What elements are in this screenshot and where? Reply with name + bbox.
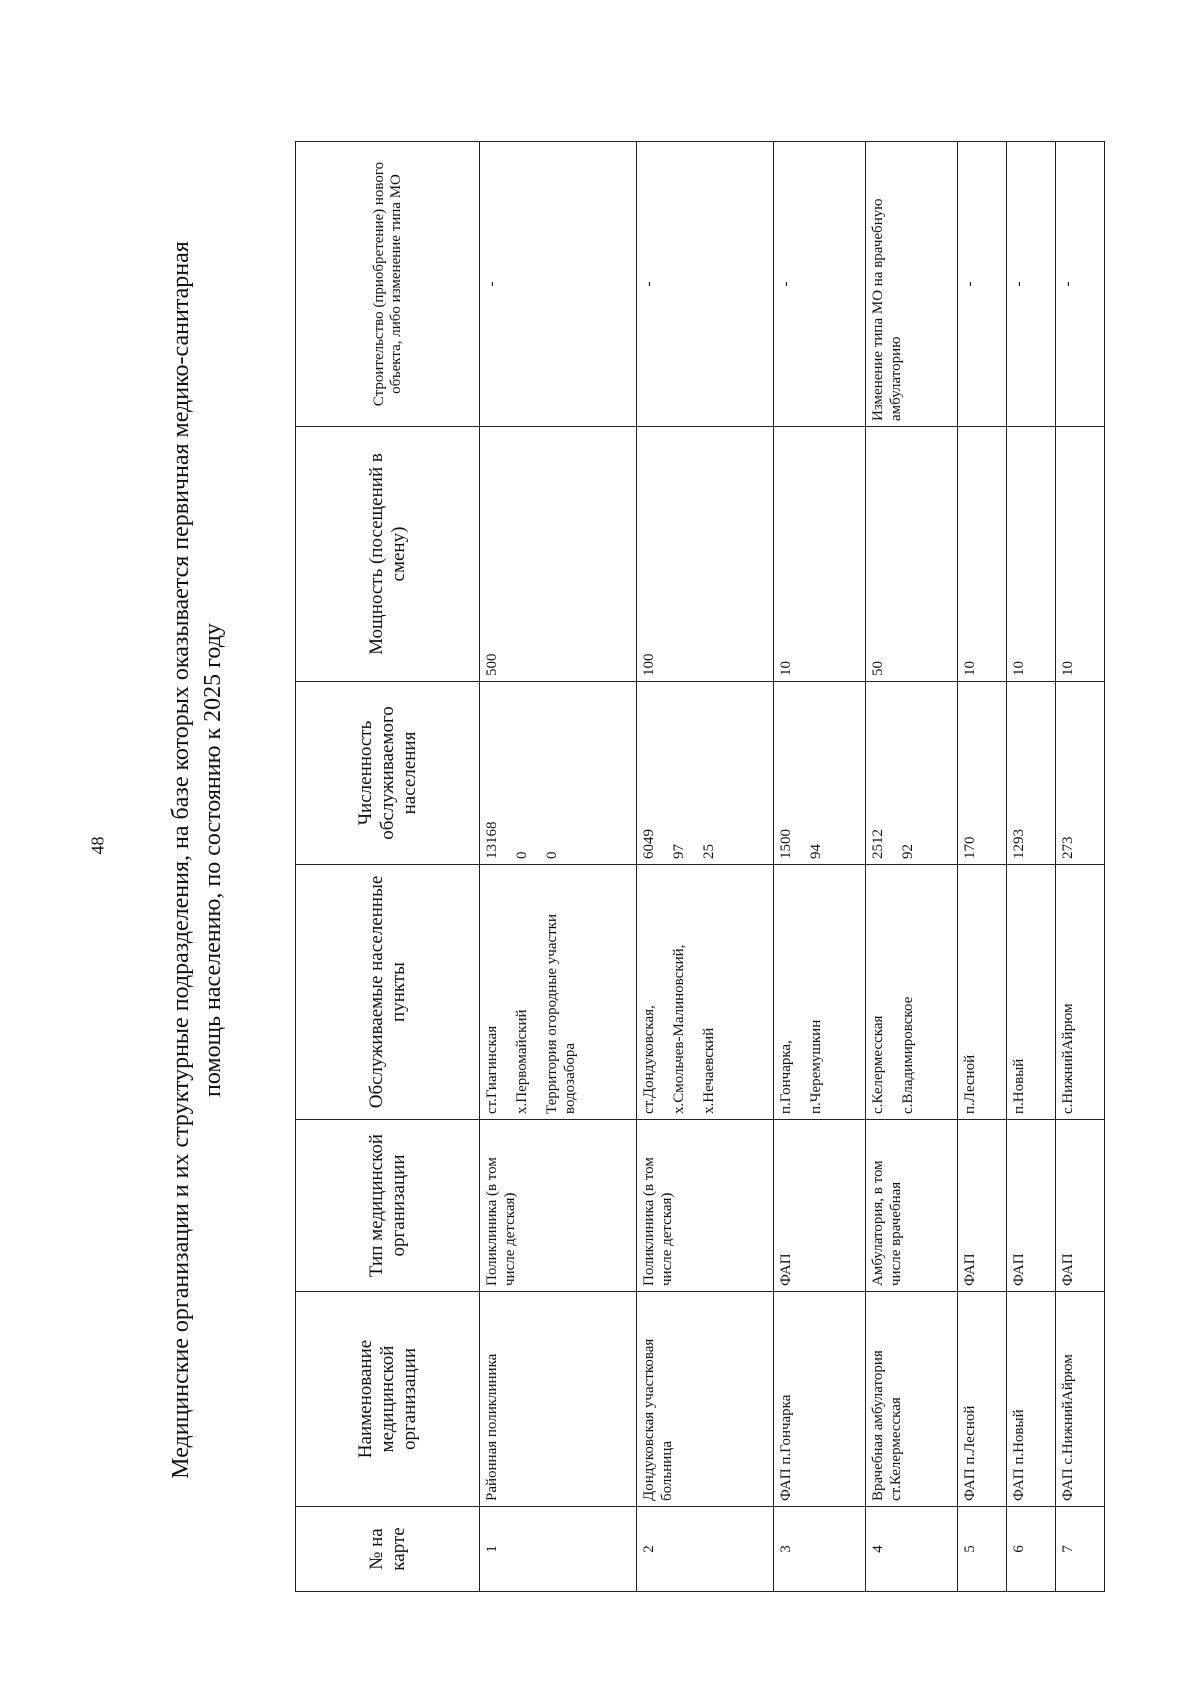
row-num: 7 <box>1056 1507 1105 1592</box>
table-row <box>1007 142 1056 1592</box>
row-population <box>480 682 637 865</box>
row-population: 273 <box>1056 682 1105 865</box>
header-num: № на карте <box>296 1507 480 1592</box>
row-settlements: п.Лесной <box>958 865 1007 1120</box>
row-capacity: 10 <box>958 427 1007 682</box>
row-settlements <box>866 865 958 1120</box>
row-settlements: с.НижнийАйрюм <box>1056 865 1105 1120</box>
header-settlements: Обслуживаемые населенные пункты <box>296 865 480 1120</box>
settlement: п.Черемушкин <box>808 1019 824 1114</box>
row-type: ФАП <box>1007 1120 1056 1292</box>
row-population: 170 <box>958 682 1007 865</box>
row-num: 3 <box>774 1507 866 1592</box>
row-construction: - <box>1007 142 1056 427</box>
organizations-table <box>295 141 1105 1592</box>
page-number: 48 <box>87 836 108 855</box>
title-line-2: помощь населению, по состоянию к 2025 году <box>200 623 226 1097</box>
population-value: 2512 <box>870 829 886 859</box>
row-settlements: п.Новый <box>1007 865 1056 1120</box>
row-construction: - <box>480 142 637 427</box>
row-num: 2 <box>637 1507 774 1592</box>
row-type: ФАП <box>774 1120 866 1292</box>
population-value: 1500 <box>778 829 794 859</box>
header-capacity: Мощность (посещений в смену) <box>296 427 480 682</box>
header-population: Численность обслуживаемого населения <box>296 682 480 865</box>
row-capacity: 10 <box>1007 427 1056 682</box>
table-row <box>1056 142 1105 1592</box>
row-type: Поликлиника (в том числе детская) <box>480 1120 637 1292</box>
population-value: 13168 <box>484 821 500 859</box>
landscape-content <box>165 70 1165 1650</box>
table-row <box>480 142 637 1592</box>
row-name: ФАП с.НижнийАйрюм <box>1056 1292 1105 1507</box>
population-value: 6049 <box>641 829 657 859</box>
row-population: 1293 <box>1007 682 1056 865</box>
header-construction: Строительство (приобретение) нового объекта, либо изменение типа МО <box>296 142 480 427</box>
row-capacity: 50 <box>866 427 958 682</box>
settlement: с.Келермесская <box>870 1015 886 1114</box>
population-value: 92 <box>900 844 916 859</box>
row-name: Врачебная амбулатория ст.Келермесская <box>866 1292 958 1507</box>
settlement: ст.Гиагинская <box>484 1025 500 1114</box>
table-row <box>866 142 958 1592</box>
organizations-table-wrap <box>295 141 1105 1592</box>
population-value: 0 <box>514 851 530 859</box>
header-name: Наименование медицинской организации <box>296 1292 480 1507</box>
row-construction: Изменение типа МО на врачебную амбулаторию <box>866 142 958 427</box>
settlement: п.Гончарка, <box>778 1040 794 1114</box>
table-row <box>637 142 774 1592</box>
table-row <box>774 142 866 1592</box>
row-capacity: 500 <box>480 427 637 682</box>
settlement: ст.Дондуковская, <box>641 1005 657 1114</box>
table-header-row <box>296 142 480 1592</box>
row-capacity: 10 <box>1056 427 1105 682</box>
settlement: х.Нечаевский <box>701 1027 717 1114</box>
header-type: Тип медицинской организации <box>296 1120 480 1292</box>
row-settlements <box>774 865 866 1120</box>
row-num: 1 <box>480 1507 637 1592</box>
row-construction: - <box>958 142 1007 427</box>
row-construction: - <box>637 142 774 427</box>
population-value: 25 <box>701 844 717 859</box>
row-construction: - <box>774 142 866 427</box>
row-num: 6 <box>1007 1507 1056 1592</box>
population-value: 0 <box>544 851 560 859</box>
settlement: х.Смольчев-Малиновский, <box>671 944 687 1114</box>
settlement: Территория огородные участки водозабора <box>544 913 578 1114</box>
row-settlements <box>637 865 774 1120</box>
row-name: Дондуковская участковая больница <box>637 1292 774 1507</box>
population-value: 97 <box>671 844 687 859</box>
document-title <box>165 70 229 1650</box>
row-population <box>637 682 774 865</box>
row-type: ФАП <box>1056 1120 1105 1292</box>
settlement: х.Первомайский <box>514 1009 530 1114</box>
row-population <box>866 682 958 865</box>
row-name: ФАП п.Гончарка <box>774 1292 866 1507</box>
row-capacity: 10 <box>774 427 866 682</box>
row-capacity: 100 <box>637 427 774 682</box>
row-num: 5 <box>958 1507 1007 1592</box>
row-name: ФАП п.Новый <box>1007 1292 1056 1507</box>
row-construction: - <box>1056 142 1105 427</box>
title-line-1: Медицинские организации и их структурные подразделения, на базе которых оказывается первичная медико-санитарная <box>168 241 194 1479</box>
settlement: с.Владимировское <box>900 996 916 1114</box>
population-value: 94 <box>808 844 824 859</box>
table-row <box>958 142 1007 1592</box>
row-name: Районная поликлиника <box>480 1292 637 1507</box>
row-type: Поликлиника (в том числе детская) <box>637 1120 774 1292</box>
row-type: Амбулатория, в том числе врачебная <box>866 1120 958 1292</box>
row-settlements <box>480 865 637 1120</box>
row-population <box>774 682 866 865</box>
row-num: 4 <box>866 1507 958 1592</box>
row-type: ФАП <box>958 1120 1007 1292</box>
row-name: ФАП п.Лесной <box>958 1292 1007 1507</box>
